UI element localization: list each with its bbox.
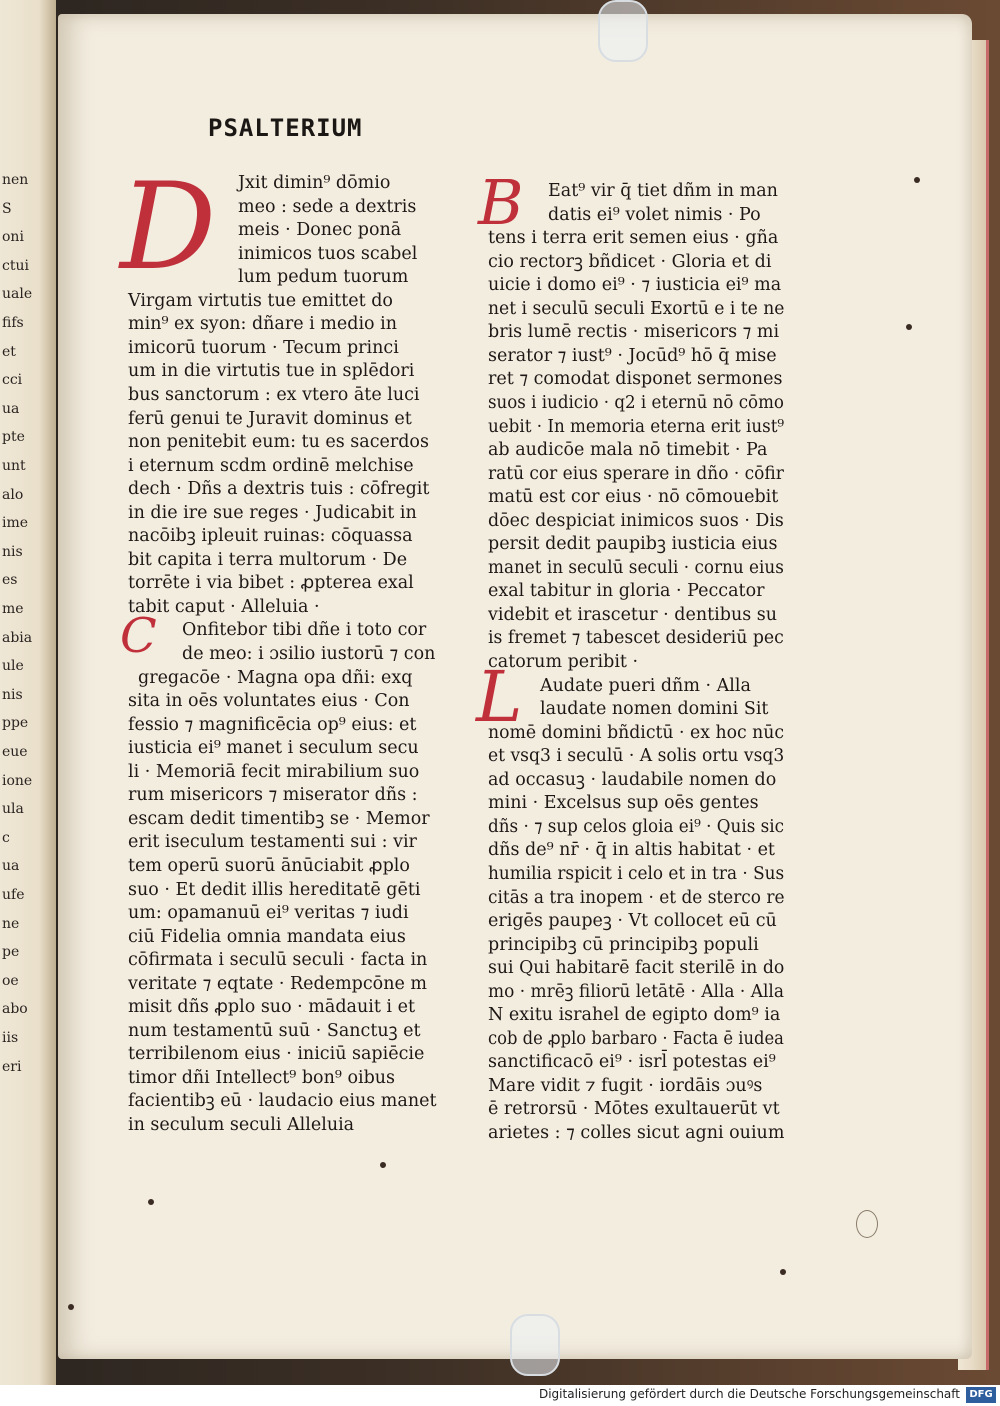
left-page-text-fragment: abo [2,1001,28,1018]
text-line: suo · Et dedit illis hereditatē gēti [128,879,421,900]
text-line: i eternum scdm ordinē melchise [128,455,414,476]
left-page-text-fragment: uale [2,286,33,303]
text-line: nomē domini bñdictū · ex hoc nūc [488,722,785,743]
left-page-text-fragment: ione [2,772,33,789]
text-line: li · Memoriā fecit mirabilium suo [128,761,420,782]
text-line: arietes : ⁊ colles sicut agni ouium [488,1123,785,1143]
text-line: exal tabitur in gloria · Peccator [488,581,765,602]
text-line: dech · Dñs a dextris tuis : cōfregit [128,479,430,500]
funding-credit: Digitalisierung gefördert durch die Deutsche Forschungsgemeinschaft [538,1387,960,1401]
text-line: fessio ⁊ magnificēcia op⁹ eius: et [128,714,417,735]
text-line: dñs · ⁊ sup celos gloia ei⁹ · Quis sic [488,816,784,837]
text-line: suos i iudicio · q2 i eternū nō cōmo [488,392,784,413]
text-line: meis · Donec ponā [238,220,402,241]
text-line: cōfirmata i seculū seculi · facta in [128,950,428,971]
left-page-text-fragment: ufe [2,887,25,903]
text-line: datis ei⁹ volet nimis · Po [548,204,761,225]
left-page-text-fragment: c [2,829,10,846]
text-line: humilia rspicit i celo et in tra · Sus [488,863,785,884]
wormhole [68,1304,74,1310]
left-page-text-fragment: ua [2,858,20,875]
dfg-logo: DFG [966,1387,996,1403]
left-page-text-fragment: ne [2,915,20,932]
text-line: torrēte i via bibet : ꝓpterea exal [128,573,414,594]
left-page-text-fragment: iis [2,1030,19,1046]
red-initial-l: L [476,656,523,738]
text-line: bit capita i terra multorum · De [128,549,408,570]
top-page-clip [598,0,648,62]
wormhole [914,177,920,183]
left-page-text-fragment: eue [2,744,28,760]
text-line: principibꝫ cū principibꝫ populi [488,934,759,955]
text-line: facientibꝫ eū · laudacio eius manet [128,1091,437,1112]
text-line: matū est cor eius · nō cōmouebit [488,487,779,508]
text-line: Onfitebor tibi dñe i toto cor [182,620,427,641]
text-line: net i seculū seculi Exortū e i te ne [488,298,785,319]
left-page-text-fragment: ua [2,400,20,417]
wormhole [906,324,912,330]
text-line: imicorū tuorum · Tecum princi [128,337,399,358]
left-page-text-fragment: nen [2,172,29,188]
left-page-text-fragment: fifs [2,315,24,331]
text-line: ē retrorsū · Mōtes exultauerūt vt [488,1099,780,1120]
left-page-text-fragment: oe [2,972,19,989]
left-page-text-fragment: pte [2,429,25,446]
left-page-text-fragment: et [2,343,16,360]
text-line: Virgam virtutis tue emittet do [128,290,393,311]
text-line: inimicos tuos scabel [238,243,418,264]
text-line: Eat⁹ vir q̄ tiet dñm in man [548,181,778,201]
text-line: min⁹ ex syon: dñare i medio in [128,314,398,335]
text-line: is fremet ⁊ tabescet desideriū pec [488,628,784,649]
text-line: ferū genui te Juravit dominus et [128,408,412,429]
left-page-text-fragment: ppe [2,715,29,732]
text-line: dñs de⁹ nr̄ · q̄ in altis habitat · et [488,840,775,861]
text-line: ratū cor eius sperare in dño · cōfir [488,463,784,484]
text-line: uicie i domo ei⁹ · ⁊ iusticia ei⁹ ma [488,275,782,296]
text-line: citās a tra inopem · et de sterco re [488,887,785,908]
text-line: erit iseculum testamenti sui : vir [128,832,417,853]
text-line: bus sanctorum : ex vtero āte luci [128,384,420,405]
wormhole [148,1199,154,1205]
text-line: mo · mrēꝫ filiorū letātē · Alla · Alla [488,981,784,1002]
text-line: veritate ⁊ eqtate · Redempcōne m [128,973,427,994]
text-line: lum pedum tuorum [238,267,409,288]
text-line: Jxit dimin⁹ dōmio [238,173,391,193]
text-line: ad occasuꝫ · laudabile nomen do [488,769,777,790]
text-line: terribilenom eius · iniciū sapiēcie [128,1044,425,1065]
text-line: escam dedit timentibꝫ se · Memor [128,808,430,829]
text-line: ciū Fidelia omnia mandata eius [128,926,406,947]
wormhole [780,1269,786,1275]
text-line: bris lumē rectis · misericors ⁊ mi [488,322,780,343]
footer-bar [0,1385,1000,1406]
left-page-text-fragment: cci [2,372,23,389]
left-page-text-fragment: es [2,572,18,589]
text-line: timor dñi Intellect⁹ bon⁹ oibus [128,1067,396,1088]
pencil-folio-mark [856,1210,878,1238]
left-page-text-fragment: ula [2,801,24,818]
text-line: cob de ꝓplo barbaro · Facta ē iudea [488,1028,784,1049]
text-line: serator ⁊ iust⁹ · Jocūd⁹ hō q̄ mise [488,345,777,366]
text-line: uebit · In memoria eterna erit iust⁹ [488,416,785,437]
text-line: um: opamanuū ei⁹ veritas ⁊ iudi [128,903,409,924]
text-line: iusticia ei⁹ manet i seculum secu [128,738,419,759]
text-line: ret ⁊ comodat disponet sermones [488,369,783,390]
left-page-text-fragment: ime [2,515,29,532]
left-page-text-fragment: ctui [2,257,29,274]
text-line: cio rectorꝫ bñdicet · Gloria et di [488,251,772,272]
text-line: gregacōe · Magna opa dñi: exq [138,667,413,688]
text-line: sanctificacō ei⁹ · isrl̄ potestas ei⁹ [488,1052,776,1073]
text-line: dōec despiciat inimicos suos · Dis [488,510,784,531]
text-line: mini · Excelsus sup oēs gentes [488,793,759,814]
text-line: catorum peribit · [488,652,639,672]
text-line: et vsq3 i seculū · A solis ortu vsq3 [488,746,785,767]
text-line: nacōibꝫ ipleuit ruinas: cōquassa [128,526,413,547]
text-line: tabit caput · Alleluia · [128,596,320,617]
left-page-text-fragment: pe [2,944,20,961]
page-title: PSALTERIUM [208,114,363,142]
left-page-text-fragment: ule [2,658,24,675]
text-line: misit dñs ꝓplo suo · mādauit i et [128,997,415,1018]
text-line: Audate pueri dñm · Alla [540,675,751,696]
red-initial-b: B [478,166,524,239]
text-line: in die ire sue reges · Judicabit in [128,502,417,523]
text-line: tens i terra erit semen eius · gña [488,228,779,249]
red-initial-c: C [120,608,157,664]
left-page-edge [0,0,56,1385]
text-line: sui Qui habitarē facit sterilē in do [488,958,785,979]
text-line: N exitu israhel de egipto dom⁹ ia [488,1005,781,1026]
left-page-text-fragment: me [2,601,24,617]
text-line: meo : sede a dextris [238,196,417,217]
wormhole [380,1162,386,1168]
text-line: laudate nomen domini Sit [540,699,769,720]
text-line: non penitebit eum: tu es sacerdos [128,432,429,453]
bottom-page-clip [510,1314,560,1376]
red-initial-d: D [120,158,217,297]
text-line: um in die virtutis tue in splēdori [128,361,415,382]
left-page-text-fragment: eri [2,1058,22,1075]
text-line: ab audicōe mala nō timebit · Pa [488,440,768,461]
text-line: videbit et irascetur · dentibus su [488,604,778,625]
left-page-text-fragment: oni [2,229,24,246]
left-page-text-fragment: alo [2,486,24,503]
text-line: num testamentū suū · Sanctuꝫ et [128,1020,421,1041]
left-page-text-fragment: unt [2,458,26,474]
text-line: in seculum seculi Alleluia [128,1115,355,1135]
left-page-text-fragment: nis [2,686,23,703]
text-line: de meo: i ɔsilio iustorū ⁊ con [182,644,436,664]
left-page-text-fragment: abia [2,629,33,646]
text-line: sita in oēs voluntates eius · Con [128,691,410,712]
text-line: manet in seculū seculi · cornu eius [488,557,784,578]
text-line: rum misericors ⁊ miserator dñs : [128,785,418,806]
text-line: persit dedit paupibꝫ iusticia eius [488,534,778,555]
text-line: tem operū suorū ānūciabit ꝓplo [128,855,410,876]
left-page-text-fragment: S [2,200,12,217]
left-page-text-fragment: nis [2,543,23,560]
text-line: erigēs paupeꝫ · Vt collocet eū cū [488,911,777,932]
text-line: Mare vidit ⁊ fugit · iordāis ɔuꝰs [488,1075,763,1096]
